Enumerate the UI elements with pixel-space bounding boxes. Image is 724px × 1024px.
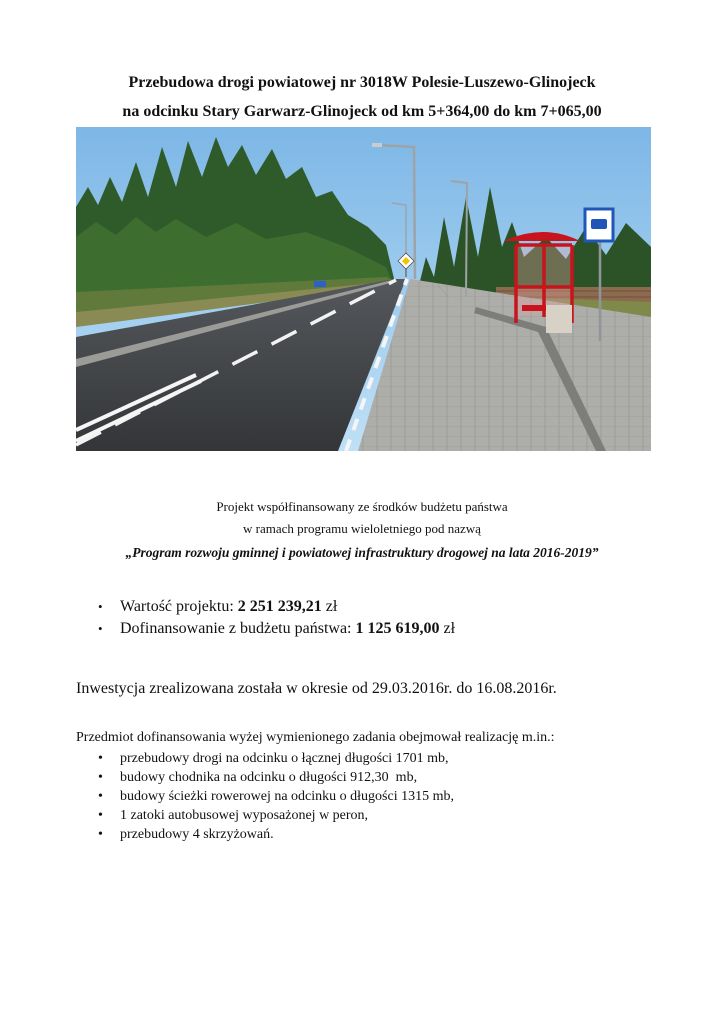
fact-unit: zł xyxy=(439,620,456,637)
investment-period: Inwestycja zrealizowana została w okresie od 29.03.2016r. do 16.08.2016r. xyxy=(76,680,557,697)
fact-value: 1 125 619,00 xyxy=(355,620,440,637)
project-facts xyxy=(76,596,455,640)
funding-line-1: Projekt współfinansowany ze środków budżetu państwa xyxy=(216,499,508,514)
scope-list xyxy=(76,749,454,844)
scope-intro: Przedmiot dofinansowania wyżej wymienionego zadania obejmował realizację m.in.: xyxy=(76,730,555,745)
document-title-line-1: Przebudowa drogi powiatowej nr 3018W Polesie-Luszewo-Glinojeck xyxy=(128,74,596,91)
list-item: • 1 zatoki autobusowej wyposażonej w peron, xyxy=(76,806,454,825)
list-item: • budowy chodnika na odcinku o długości 912,30 mb, xyxy=(76,768,454,787)
program-name: „Program rozwoju gminnej i powiatowej infrastruktury drogowej na lata 2016-2019” xyxy=(125,545,599,560)
document-title-line-2: na odcinku Stary Garwarz-Glinojeck od km 5+364,00 do km 7+065,00 xyxy=(122,103,602,120)
funding-line-2: w ramach programu wieloletniego pod nazwą xyxy=(243,521,481,536)
road-photo xyxy=(76,127,651,451)
fact-label: Wartość projektu: xyxy=(120,598,238,615)
fact-value: 2 251 239,21 xyxy=(237,598,322,615)
fact-unit: zł xyxy=(321,598,338,615)
funding-value-item xyxy=(76,618,455,640)
list-item: • budowy ścieżki rowerowej na odcinku o długości 1315 mb, xyxy=(76,787,454,806)
list-item: • przebudowy drogi na odcinku o łącznej długości 1701 mb, xyxy=(76,749,454,768)
project-value-item xyxy=(76,596,455,618)
fact-label: Dofinansowanie z budżetu państwa: xyxy=(120,620,356,637)
list-item: • przebudowy 4 skrzyżowań. xyxy=(76,825,454,844)
